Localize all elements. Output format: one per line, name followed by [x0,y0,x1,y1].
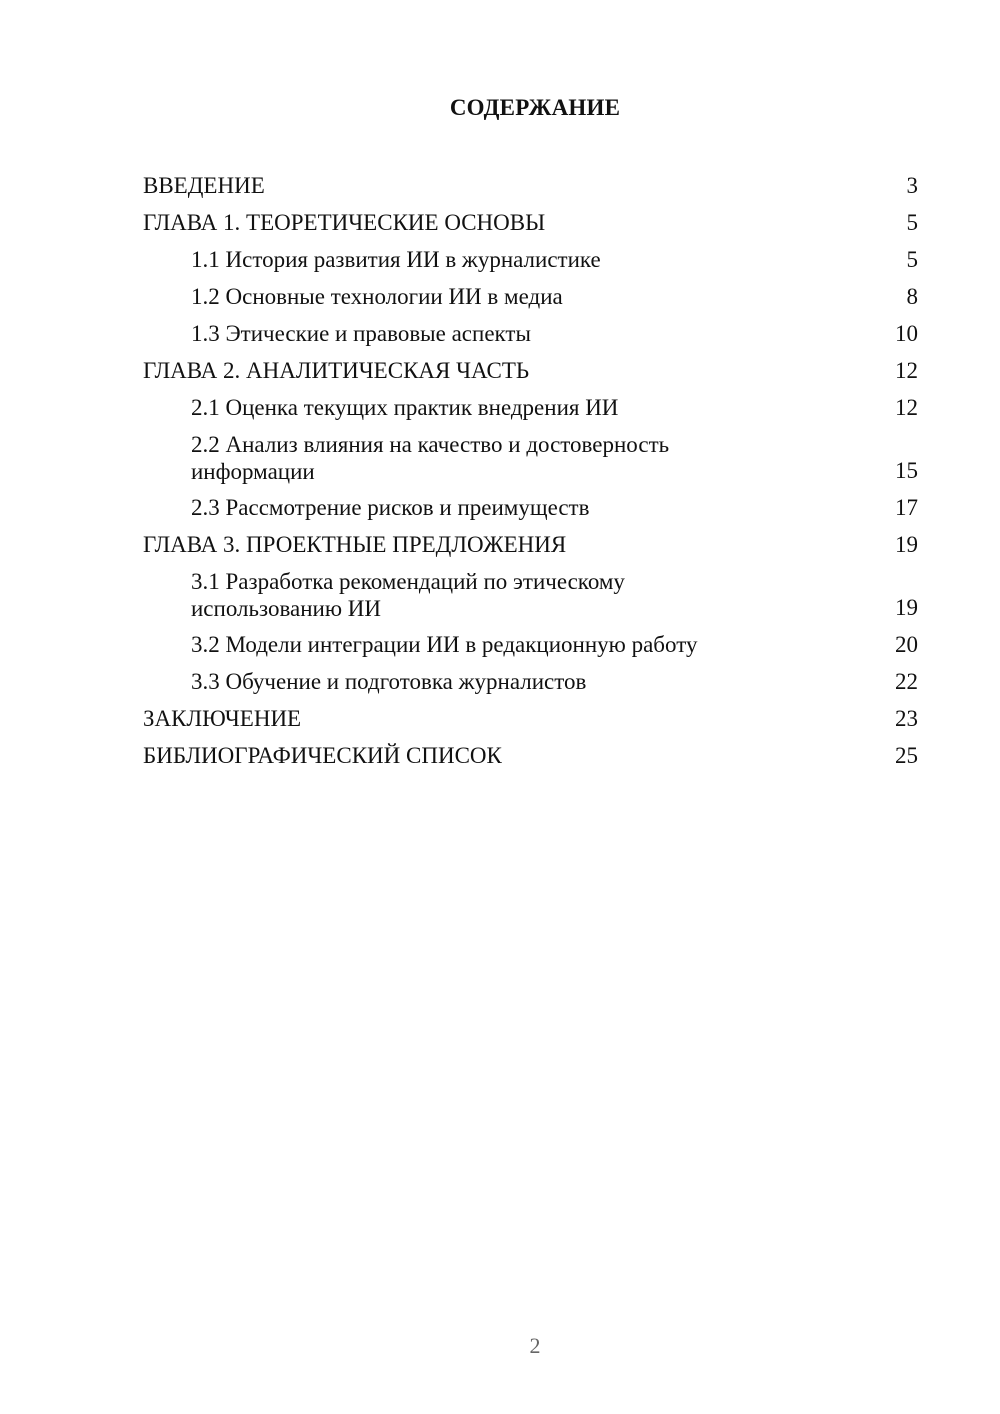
toc-entry-label: 2.1 Оценка текущих практик внедрения ИИ [191,395,619,420]
toc-entry-label: 2.3 Рассмотрение рисков и преимуществ [191,495,590,520]
toc-entry-label: 3.1 Разработка рекомендаций по этическому использованию ИИ [191,569,625,621]
toc-entry-label: ГЛАВА 1. ТЕОРЕТИЧЕСКИЕ ОСНОВЫ [143,210,546,235]
toc-entry-page: 25 [895,743,918,768]
toc-entry-label: ВВЕДЕНИЕ [143,173,265,198]
toc-entry-chapter-1[interactable] [143,205,918,242]
toc-entry-page: 19 [895,532,918,557]
toc-entry-chapter-3[interactable] [143,527,918,564]
toc-entry-page: 5 [906,210,918,235]
toc-entry-label: ЗАКЛЮЧЕНИЕ [143,706,302,731]
toc-entry-label: БИБЛИОГРАФИЧЕСКИЙ СПИСОК [143,743,502,768]
toc-entry-label: 3.2 Модели интеграции ИИ в редакционную работу [191,632,698,657]
toc-entry-page: 19 [895,595,918,620]
toc-entry-label: 3.3 Обучение и подготовка журналистов [191,669,587,694]
toc-entry-page: 8 [906,284,918,309]
toc-entry-section-1-3[interactable] [143,316,918,353]
toc-entry-section-3-3[interactable] [143,664,918,701]
toc-entry-label: ГЛАВА 3. ПРОЕКТНЫЕ ПРЕДЛОЖЕНИЯ [143,532,567,557]
toc-entry-section-2-2[interactable] [143,427,918,490]
toc-entry-page: 12 [895,358,918,383]
toc-entry-introduction[interactable] [143,168,918,205]
toc-entry-page: 23 [895,706,918,731]
toc-entry-chapter-2[interactable] [143,353,918,390]
toc-entry-label: ГЛАВА 2. АНАЛИТИЧЕСКАЯ ЧАСТЬ [143,358,530,383]
toc-entry-section-3-2[interactable] [143,627,918,664]
page-title: СОДЕРЖАНИЕ [449,95,621,120]
toc-entry-section-3-1[interactable] [143,564,918,627]
toc-entry-label: 1.2 Основные технологии ИИ в медиа [191,284,563,309]
toc-entry-section-2-1[interactable] [143,390,918,427]
toc-entry-section-2-3[interactable] [143,490,918,527]
toc-entry-label: 2.2 Анализ влияния на качество и достоверность информации [191,432,670,484]
toc-entry-page: 15 [895,458,918,483]
toc-entry-page: 22 [895,669,918,694]
page-number: 2 [529,1333,541,1358]
toc-entry-section-1-1[interactable] [143,242,918,279]
toc-entry-section-1-2[interactable] [143,279,918,316]
toc-entry-page: 10 [895,321,918,346]
toc-entry-label: 1.3 Этические и правовые аспекты [191,321,531,346]
toc-entry-bibliography[interactable] [143,738,918,775]
toc-entry-page: 5 [906,247,918,272]
toc-entry-page: 12 [895,395,918,420]
table-of-contents [143,168,918,775]
toc-entry-page: 17 [895,495,918,520]
toc-entry-page: 20 [895,632,918,657]
toc-entry-label: 1.1 История развития ИИ в журналистике [191,247,601,272]
toc-entry-page: 3 [906,173,918,198]
toc-entry-conclusion[interactable] [143,701,918,738]
